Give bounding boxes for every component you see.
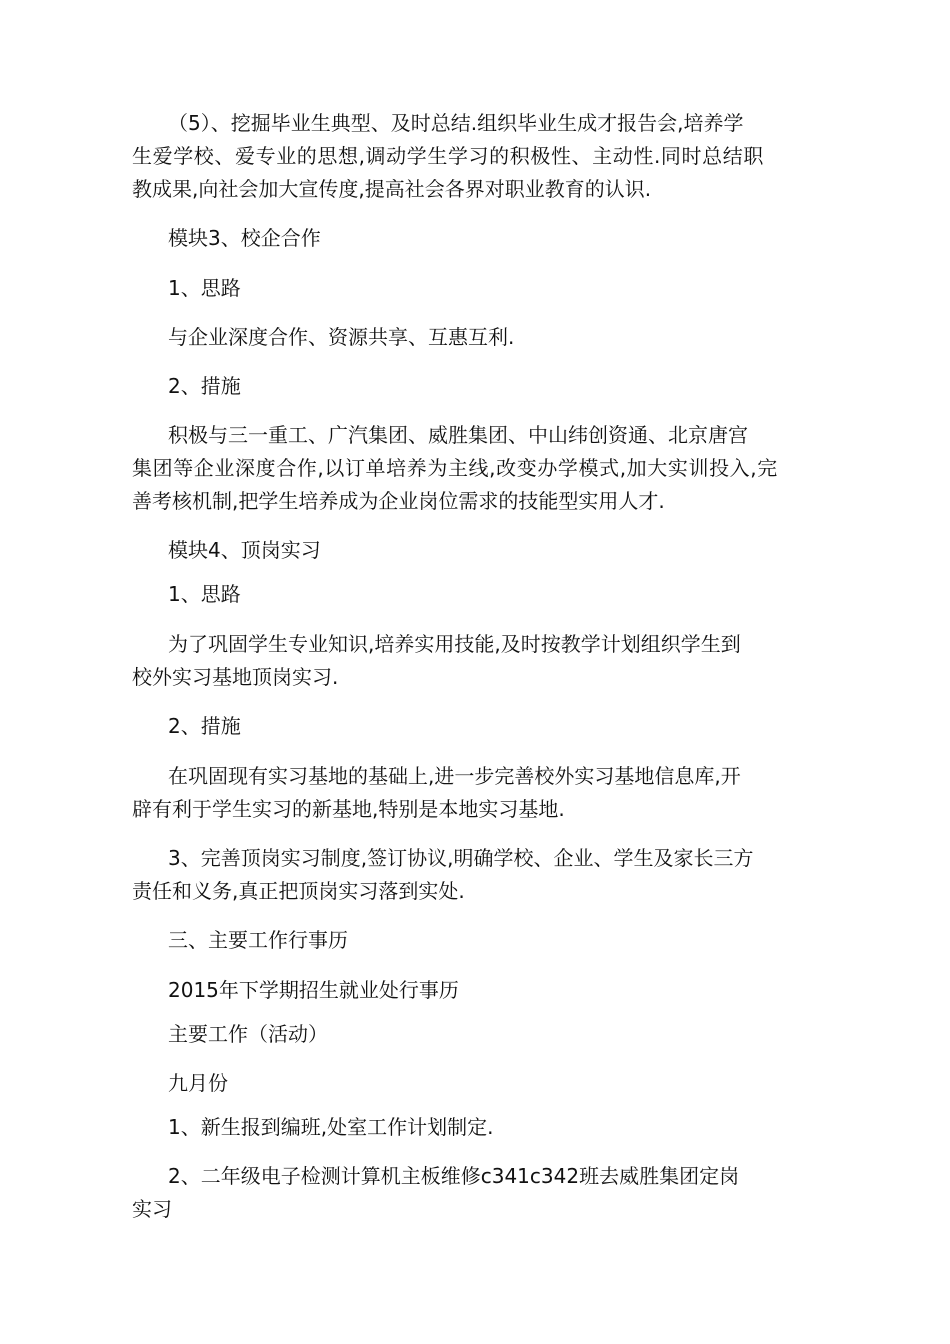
module-4-idea-heading: 1、思路	[168, 582, 241, 606]
module-4-measures-heading: 2、措施	[168, 714, 241, 738]
september-item-2-line-2: 实习	[132, 1197, 172, 1221]
section-3-heading: 三、主要工作行事历	[168, 928, 348, 952]
module-3-measures-line-3: 善考核机制,把学生培养成为企业岗位需求的技能型实用人才.	[132, 489, 665, 513]
module-3-measures-heading: 2、措施	[168, 374, 241, 398]
module-3-idea-heading: 1、思路	[168, 276, 241, 300]
september-item-1: 1、新生报到编班,处室工作计划制定.	[168, 1115, 494, 1139]
paragraph-5-line-3: 教成果,向社会加大宣传度,提高社会各界对职业教育的认识.	[132, 177, 652, 201]
paragraph-5-line-1: （5）、挖掘毕业生典型、及时总结.组织毕业生成才报告会,培养学	[168, 111, 744, 135]
main-work-heading: 主要工作（活动）	[168, 1022, 328, 1046]
module-4-item-3-line-1: 3、完善顶岗实习制度,签订协议,明确学校、企业、学生及家长三方	[168, 846, 754, 870]
module-3-heading: 模块3、校企合作	[168, 226, 321, 250]
calendar-title: 2015年下学期招生就业处行事历	[168, 978, 459, 1002]
module-4-measures-line-2: 辟有利于学生实习的新基地,特别是本地实习基地.	[132, 797, 565, 821]
module-4-idea-line-1: 为了巩固学生专业知识,培养实用技能,及时按教学计划组织学生到	[168, 632, 741, 656]
september-item-2-line-1: 2、二年级电子检测计算机主板维修c341c342班去威胜集团定岗	[168, 1164, 740, 1188]
module-4-item-3-line-2: 责任和义务,真正把顶岗实习落到实处.	[132, 879, 465, 903]
module-4-measures-line-1: 在巩固现有实习基地的基础上,进一步完善校外实习基地信息库,开	[168, 764, 741, 788]
module-4-idea-line-2: 校外实习基地顶岗实习.	[132, 665, 339, 689]
paragraph-5-line-2: 生爱学校、爱专业的思想,调动学生学习的积极性、主动性.同时总结职	[132, 144, 764, 168]
module-3-measures-line-2: 集团等企业深度合作,以订单培养为主线,改变办学模式,加大实训投入,完	[132, 456, 778, 480]
module-3-idea-text: 与企业深度合作、资源共享、互惠互利.	[168, 325, 515, 349]
month-september: 九月份	[168, 1071, 228, 1095]
module-3-measures-line-1: 积极与三一重工、广汽集团、威胜集团、中山纬创资通、北京唐宫	[168, 423, 748, 447]
module-4-heading: 模块4、顶岗实习	[168, 538, 321, 562]
